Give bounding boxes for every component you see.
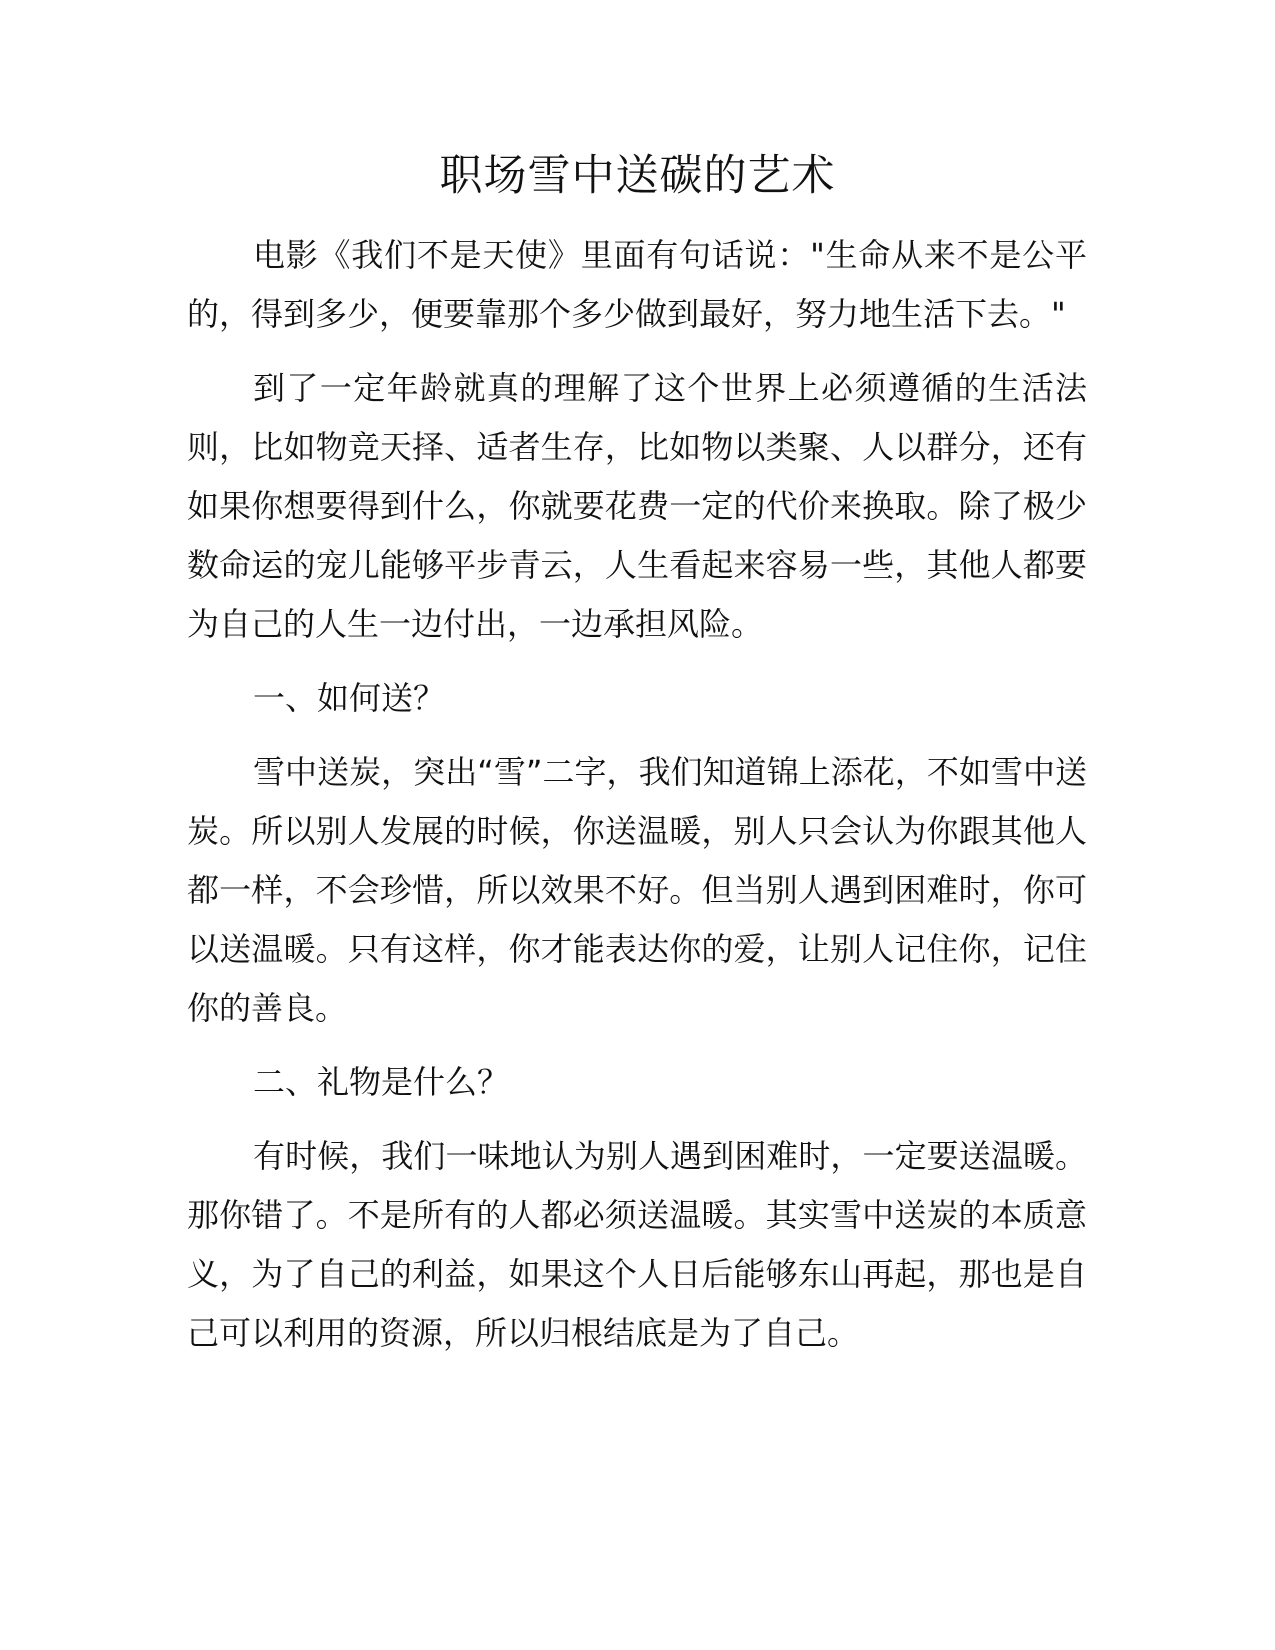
paragraph-life-rules: 到了一定年龄就真的理解了这个世界上必须遵循的生活法则，比如物竞天择、适者生存，比如物以类聚、人以群分，还有如果你想要得到什么，你就要花费一定的代价来换取。除了极少数命运的宠儿能够平步青云，人生看起来容易一些，其他人都要为自己的人生一边付出，一边承担风险。 <box>187 369 1087 643</box>
paragraph-how: 雪中送炭，突出“雪”二字，我们知道锦上添花，不如雪中送炭。所以别人发展的时候，你送温暖，别人只会认为你跟其他人都一样，不会珍惜，所以效果不好。但当别人遇到困难时，你可以送温暖。只有这样，你才能表达你的爱，让别人记住你，记住你的善良。 <box>187 753 1087 1027</box>
document-body <box>187 226 1087 1378</box>
section-heading-how: 一、如何送？ <box>253 679 446 717</box>
document-title: 职场雪中送碳的艺术 <box>439 151 836 201</box>
paragraph-gift: 有时候，我们一味地认为别人遇到困难时，一定要送温暖。那你错了。不是所有的人都必须送温暖。其实雪中送炭的本质意义，为了自己的利益，如果这个人日后能够东山再起，那也是自己可以利用的资源，所以归根结底是为了自己。 <box>187 1137 1087 1352</box>
paragraph-quote: 电影《我们不是天使》里面有句话说："生命从来不是公平的，得到多少，便要靠那个多少做到最好，努力地生活下去。" <box>187 236 1087 333</box>
section-heading-gift: 二、礼物是什么？ <box>253 1063 510 1101</box>
